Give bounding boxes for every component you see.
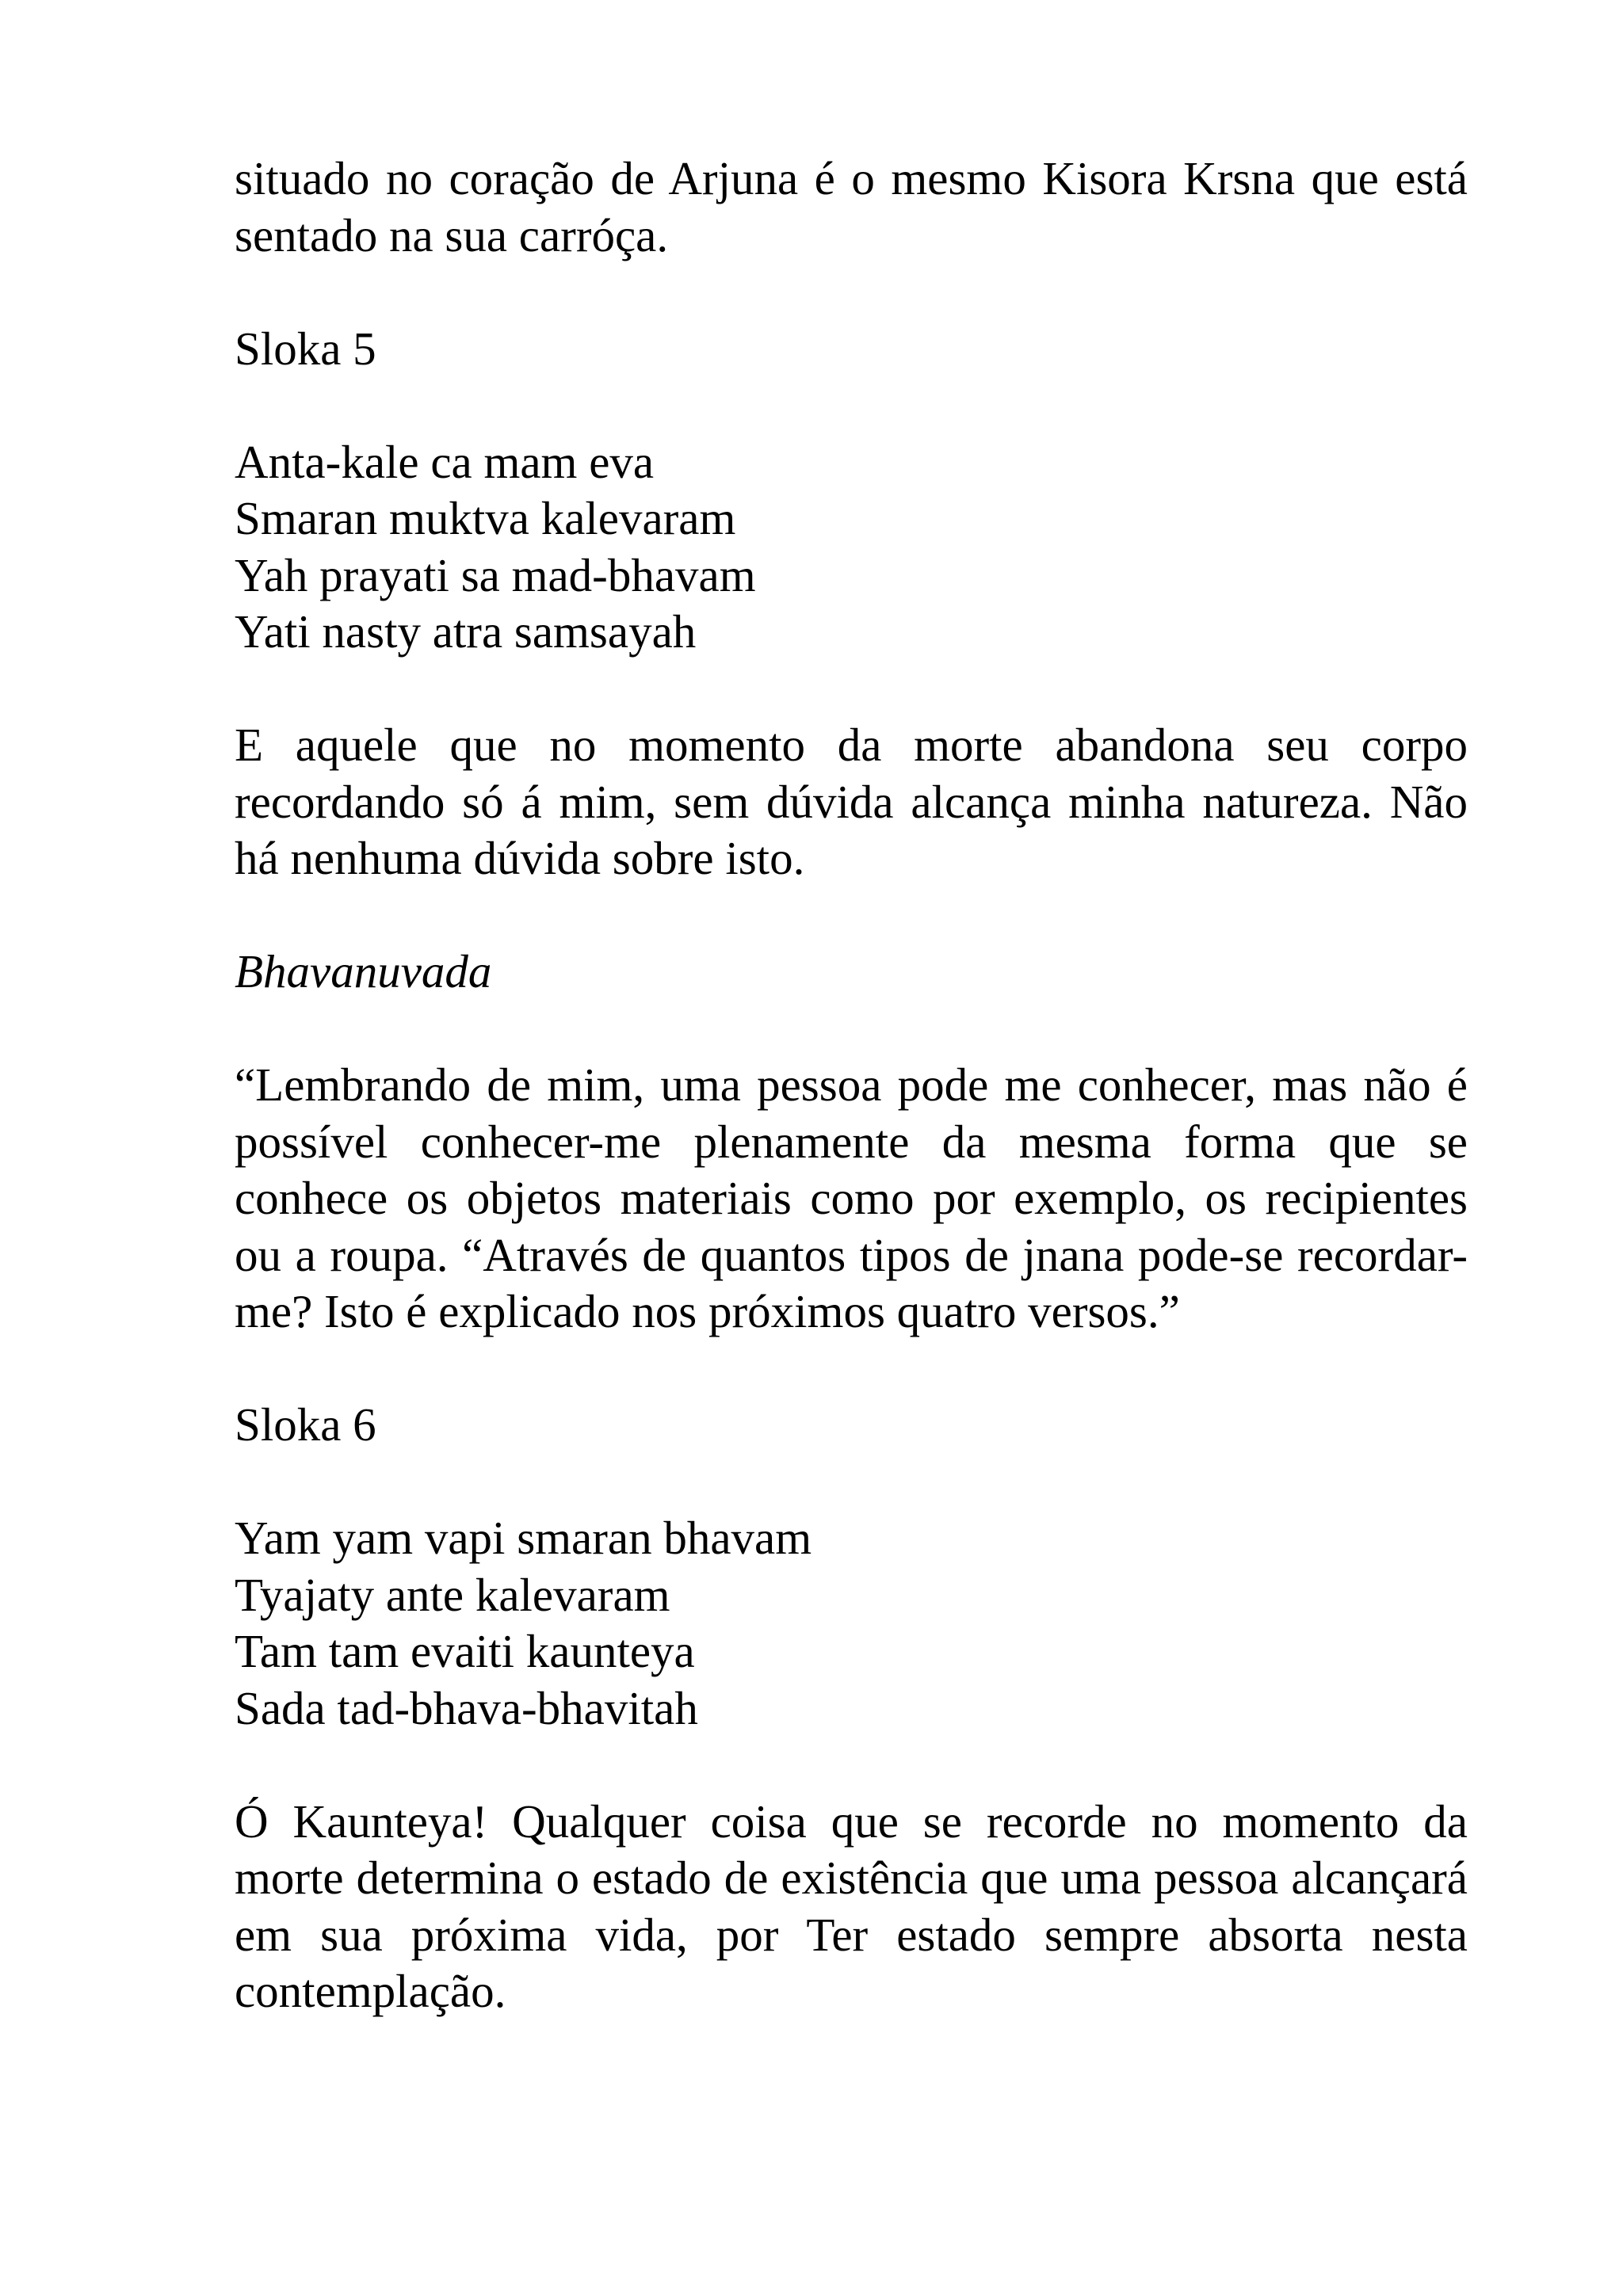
verse-line: Yati nasty atra samsayah [235,605,697,658]
document-page [235,151,1468,2077]
sloka-6-heading: Sloka 6 [235,1398,376,1451]
verse-line: Tam tam evaiti kaunteya [235,1625,695,1677]
verse-line: Smaran muktva kalevaram [235,492,736,544]
sloka-6-translation: Ó Kaunteya! Qualquer coisa que se recorde no momento da morte determina o estado de existência que uma pessoa alcançará em sua próxima vida, por Ter estado sempre absorta nesta contemplação. [235,1794,1468,2017]
bhavanuvada-paragraph: “Lembrando de mim, uma pessoa pode me conhecer, mas não é possível conhecer-me plenamente da mesma forma que se conhece os objetos materiais como por exemplo, os recipientes ou a roupa. “Através de quantos tipos de jnana pode-se recordar-me? Isto é explicado nos próximos quatro versos.” [235,1058,1468,1337]
verse-line: Yam yam vapi smaran bhavam [235,1512,812,1564]
verse-line: Yah prayati sa mad-bhavam [235,548,756,601]
sloka-6-verse [235,1510,1468,1737]
sloka-5-verse [235,434,1468,661]
verse-line: Sada tad-bhava-bhavitah [235,1681,698,1734]
sloka-5-heading: Sloka 5 [235,322,376,375]
bhavanuvada-heading: Bhavanuvada [235,945,492,997]
verse-line: Tyajaty ante kalevaram [235,1568,670,1621]
verse-line: Anta-kale ca mam eva [235,435,655,488]
intro-paragraph: situado no coração de Arjuna é o mesmo Kisora Krsna que está sentado na sua carróça. [235,152,1468,261]
sloka-5-translation: E aquele que no momento da morte abandona seu corpo recordando só á mim, sem dúvida alcança minha natureza. Não há nenhuma dúvida sobre isto. [235,719,1468,884]
